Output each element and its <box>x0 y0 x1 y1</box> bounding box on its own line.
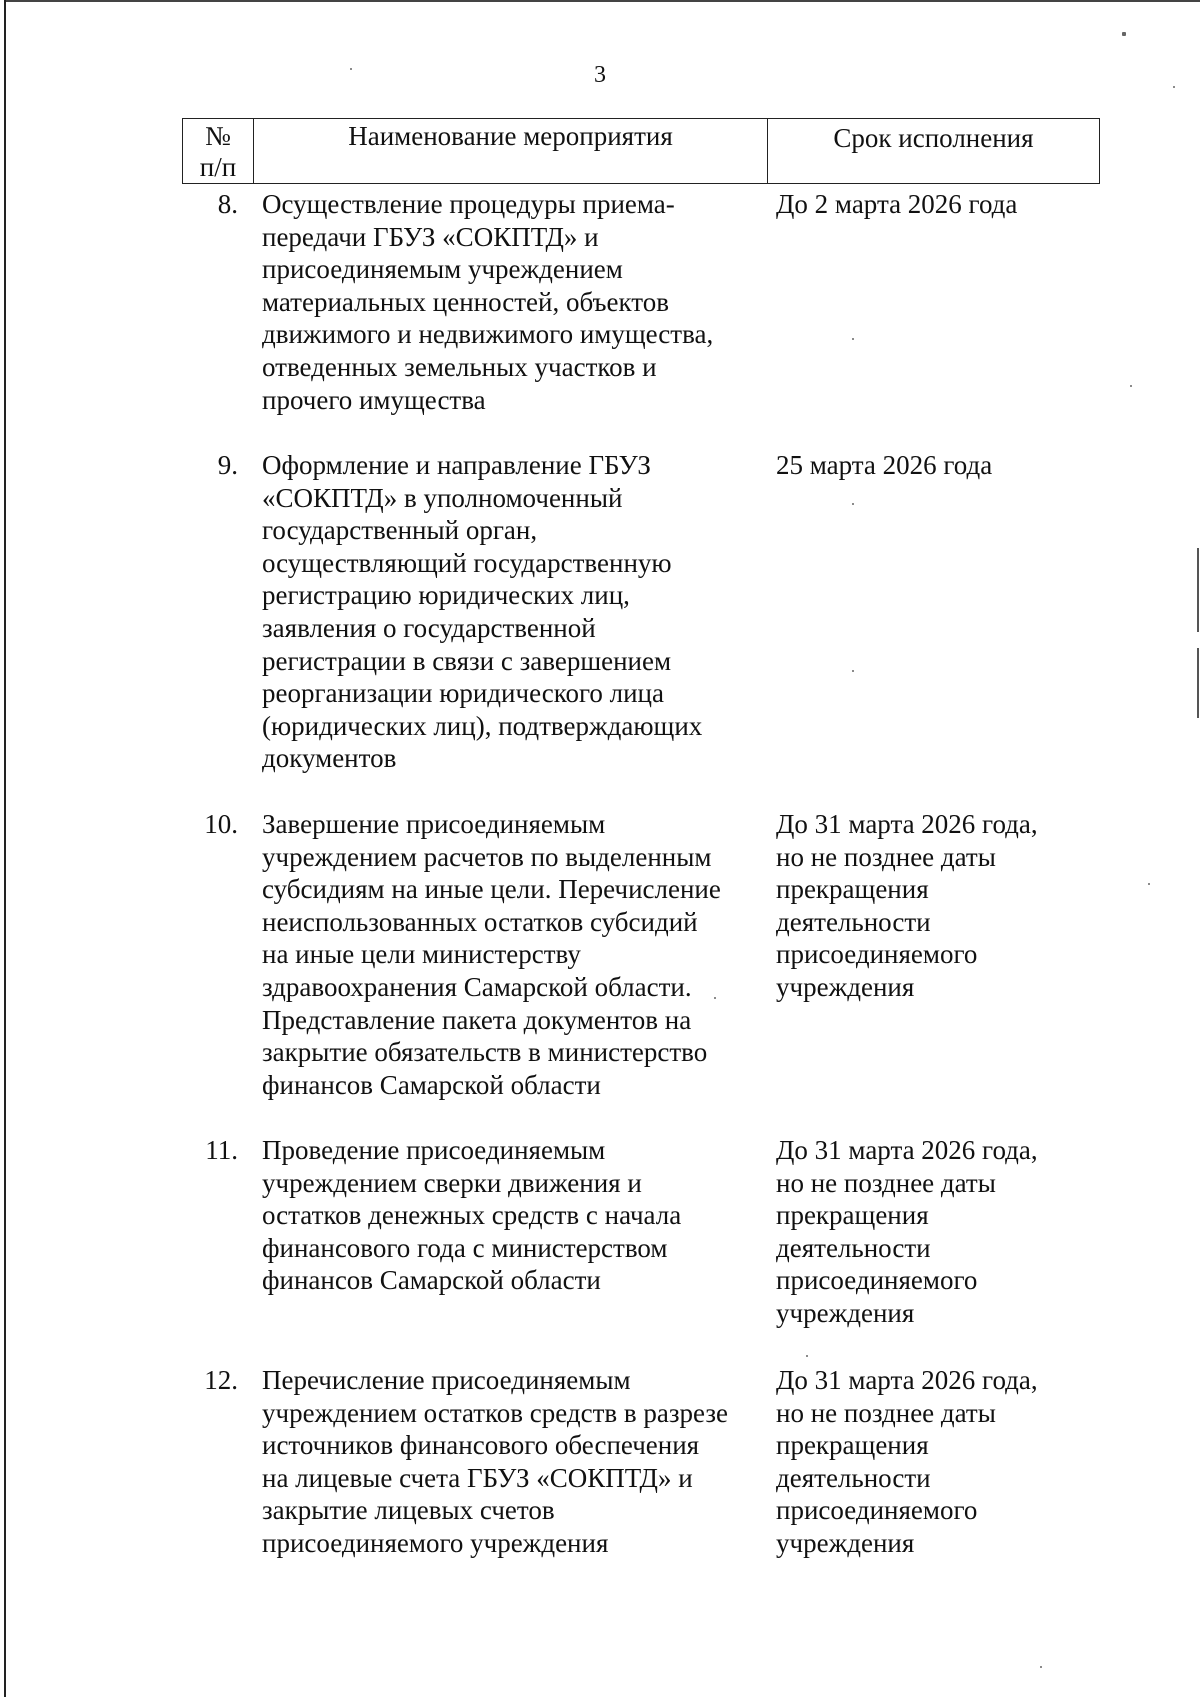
page-number: 3 <box>594 62 606 88</box>
table-header <box>182 118 1100 184</box>
header-name-cell <box>254 119 768 183</box>
header-number-label: № п/п <box>199 121 237 182</box>
header-name-label: Наименование мероприятия <box>348 121 673 151</box>
scan-speck <box>806 1355 808 1357</box>
row-number: 9. <box>217 450 238 480</box>
scan-speck <box>852 338 854 340</box>
row-number: 12. <box>204 1365 238 1395</box>
header-term-label: Срок исполнения <box>833 123 1034 153</box>
row-event-name: Оформление и направление ГБУЗ «СОКПТД» в уполномоченный государственный орган, осуществляющий государственную регистрацию юридических лиц, заявления о государственной регистрации в связи с завершением реорганизации юридического лица (юридических лиц), подтверждающих документов <box>262 450 703 774</box>
row-deadline: До 31 марта 2026 года, но не позднее даты прекращения деятельности присоединяемого учреждения <box>776 1365 1038 1558</box>
row-number: 11. <box>205 1135 238 1165</box>
row-event-name: Перечисление присоединяемым учреждением остатков средств в разрезе источников финансового обеспечения на лицевые счета ГБУЗ «СОКПТД» и закрытие лицевых счетов присоединяемого учреждения <box>262 1365 729 1558</box>
scan-right-mark <box>1197 548 1199 632</box>
scan-speck <box>1122 32 1126 36</box>
row-deadline: До 31 марта 2026 года, но не позднее даты прекращения деятельности присоединяемого учреждения <box>776 1135 1038 1328</box>
scan-speck <box>1040 1666 1042 1668</box>
scan-speck <box>714 997 716 999</box>
scan-speck <box>1148 883 1150 885</box>
header-term-cell <box>768 119 1099 183</box>
row-deadline: До 31 марта 2026 года, но не позднее даты прекращения деятельности присоединяемого учреждения <box>776 809 1038 1002</box>
row-number: 8. <box>217 189 238 219</box>
row-number: 10. <box>204 809 238 839</box>
scan-speck <box>852 503 854 505</box>
row-event-name: Завершение присоединяемым учреждением расчетов по выделенным субсидиям на иные цели. Перечисление неиспользованных остатков субсидий на иные цели министерству здравоохранения Самарской области. Представление пакета документов на закрытие обязательств в министерство финансов Самарской области <box>262 809 721 1100</box>
row-deadline: До 2 марта 2026 года <box>776 189 1018 219</box>
scan-speck <box>852 670 854 672</box>
header-number-cell <box>183 119 254 183</box>
scan-speck <box>350 68 352 70</box>
scan-left-border <box>4 0 6 1697</box>
scan-top-border <box>6 0 1200 2</box>
scan-speck <box>1130 385 1132 387</box>
row-deadline: 25 марта 2026 года <box>776 450 993 480</box>
row-event-name: Проведение присоединяемым учреждением сверки движения и остатков денежных средств с начала финансового года с министерством финансов Самарской области <box>262 1135 682 1296</box>
scan-speck <box>1173 86 1175 88</box>
row-event-name: Осуществление процедуры приема- передачи ГБУЗ «СОКПТД» и присоединяемым учреждением материальных ценностей, объектов движимого и недвижимого имущества, отведенных земельных участков и прочего имущества <box>262 189 714 415</box>
scan-right-mark <box>1197 648 1199 718</box>
